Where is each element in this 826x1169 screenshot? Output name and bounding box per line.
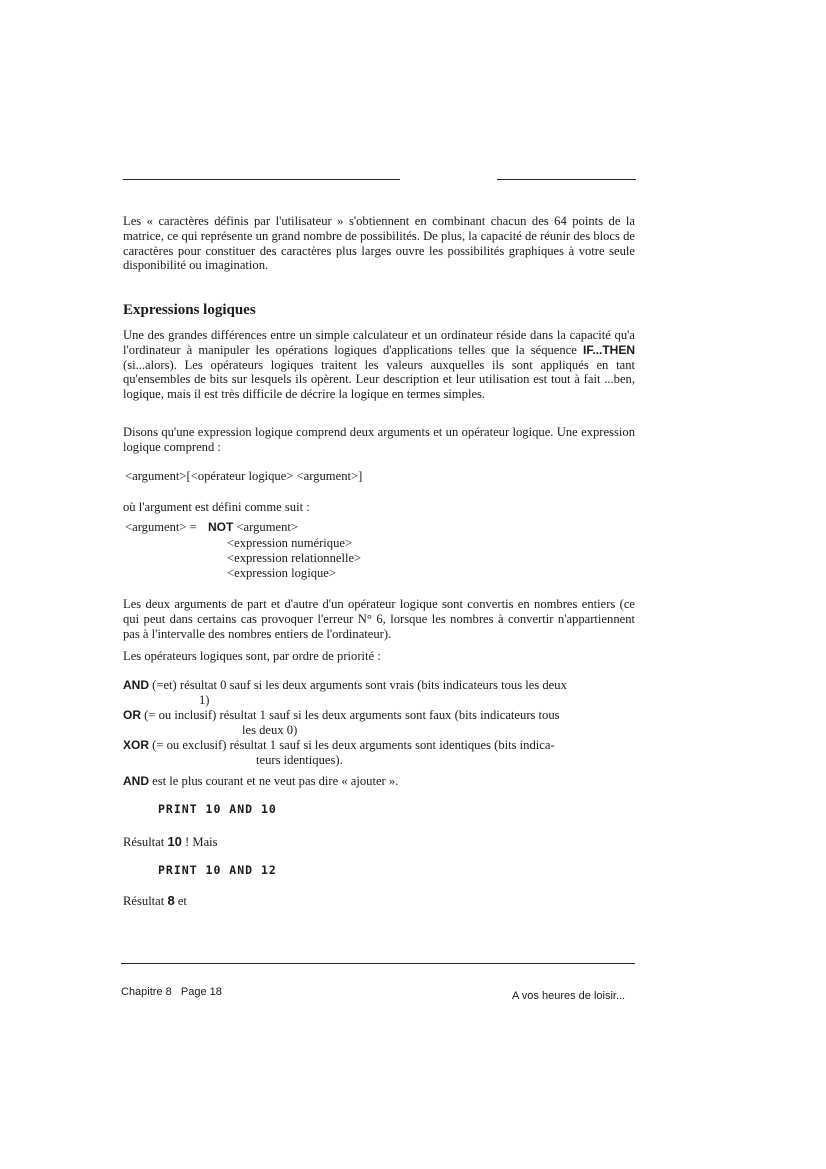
definition-alt-1: <expression numérique> bbox=[227, 536, 353, 550]
operator-desc: résultat 1 sauf si les deux arguments sont faux (bits indicateurs tous bbox=[219, 708, 560, 722]
operator-desc: résultat 0 sauf si les deux arguments sont vrais (bits indicateurs tous les deux bbox=[179, 678, 567, 692]
syntax-line: <argument>[<opérateur logique> <argument>] bbox=[125, 469, 363, 483]
not-keyword: NOT bbox=[207, 520, 234, 534]
para1-text-before: Une des grandes différences entre un simple calculateur et un ordinateur réside dans la capacité qu'a l'ordinateur à manipuler les opérations logiques d'applications telles que la séquence bbox=[123, 328, 635, 357]
result-line-2 bbox=[123, 893, 187, 909]
definition-intro: où l'argument est défini comme suit : bbox=[123, 500, 310, 514]
operator-desc-cont: 1) bbox=[199, 692, 210, 707]
code-example-1: PRINT 10 AND 10 bbox=[158, 802, 277, 816]
result-value: 8 bbox=[167, 893, 175, 908]
intro-paragraph: Les « caractères définis par l'utilisateur » s'obtiennent en combinant chacun des 64 points de la matrice, ce qui représente un grand nombre de possibilités. De plus, la capacité de réunir des blocs de caractères pour constituer des caractères plus larges ouvre les possibilités graphiques à votre seule disponibilité ou imagination. bbox=[123, 214, 635, 273]
operator-keyword: OR bbox=[123, 708, 141, 722]
operator-desc-cont: teurs identiques). bbox=[256, 752, 343, 767]
paragraph-expression: Disons qu'une expression logique comprend deux arguments et un opérateur logique. Une expression logique comprend : bbox=[123, 425, 635, 454]
bottom-rule bbox=[121, 963, 635, 964]
if-then-keyword: IF...THEN bbox=[582, 342, 635, 357]
definition-first: <argument> bbox=[236, 520, 298, 534]
code-example-2: PRINT 10 AND 12 bbox=[158, 863, 277, 877]
result-line-1 bbox=[123, 834, 218, 850]
operator-keyword: AND bbox=[123, 678, 149, 692]
operator-paren: (= ou exclusif) bbox=[152, 738, 227, 752]
operator-desc: résultat 1 sauf si les deux arguments sont identiques (bits indica- bbox=[229, 738, 555, 752]
para1-text-after: (si...alors). Les opérateurs logiques traitent les valeurs auxquelles ils sont appliqués en tant qu'ensembles de bits sur lesquels ils opèrent. Leur description et leur utilisation est tout à fait ...ben, logique, mais il est très difficile de décrire la logique en termes simples. bbox=[123, 357, 635, 402]
operator-keyword: XOR bbox=[123, 738, 150, 752]
result-suffix: et bbox=[174, 894, 187, 908]
footer-chapter-page: Chapitre 8 Page 18 bbox=[121, 986, 222, 998]
definition-first-line bbox=[125, 520, 298, 535]
definition-alt-2: <expression relationnelle> bbox=[227, 551, 362, 565]
operator-xor bbox=[123, 738, 635, 767]
result-suffix: ! Mais bbox=[181, 835, 218, 849]
operator-paren: (= ou inclusif) bbox=[144, 708, 217, 722]
result-value: 10 bbox=[167, 834, 182, 849]
operator-paren: (=et) bbox=[152, 678, 177, 692]
operator-desc-cont: les deux 0) bbox=[242, 722, 298, 737]
footer-tagline: A vos heures de loisir... bbox=[512, 990, 626, 1002]
operator-or bbox=[123, 708, 635, 737]
section-title: Expressions logiques bbox=[123, 302, 256, 318]
paragraph-conversion: Les deux arguments de part et d'autre d'un opérateur logique sont convertis en nombres entiers (ce qui peut dans certains cas provoquer l'erreur N° 6, lorsque les nombres à convertir n'appartiennent pas à l'intervalle des nombres entiers de l'ordinateur). bbox=[123, 597, 635, 641]
and-note-text: est le plus courant et ne veut pas dire « ajouter ». bbox=[149, 774, 399, 788]
result-prefix: Résultat bbox=[123, 894, 168, 908]
operator-and bbox=[123, 678, 635, 707]
and-note bbox=[123, 774, 398, 789]
definition-lhs: <argument> = bbox=[125, 520, 197, 534]
paragraph-logic-intro bbox=[123, 328, 635, 402]
paragraph-priority: Les opérateurs logiques sont, par ordre de priorité : bbox=[123, 649, 381, 663]
top-rule-left bbox=[123, 179, 400, 180]
and-keyword: AND bbox=[123, 774, 149, 788]
definition-alt-3: <expression logique> bbox=[227, 566, 336, 580]
top-rule-right bbox=[497, 179, 636, 180]
result-prefix: Résultat bbox=[123, 835, 168, 849]
